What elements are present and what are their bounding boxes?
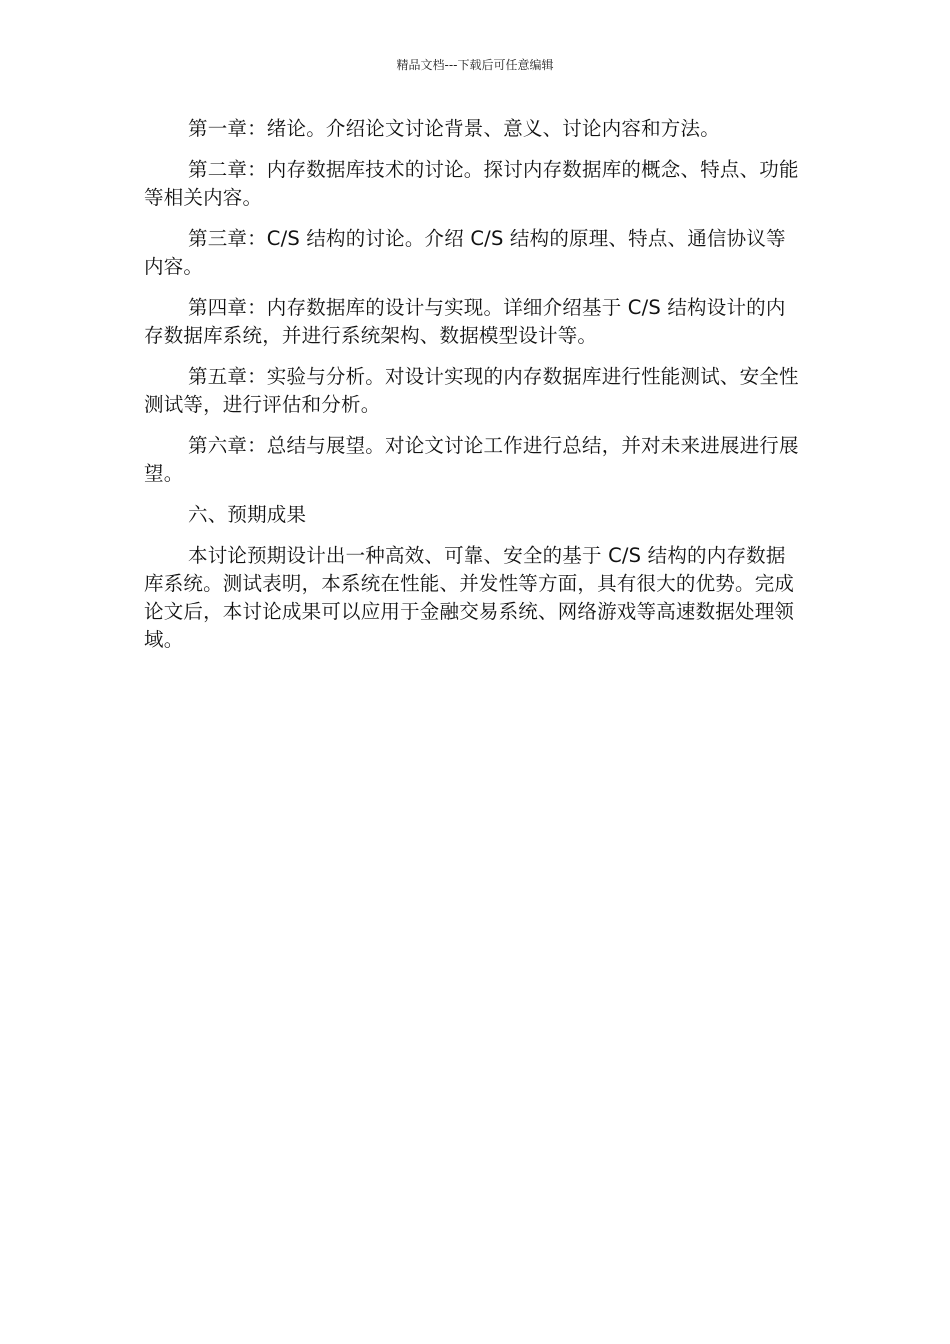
paragraph-chapter-4: 第四章：内存数据库的设计与实现。详细介绍基于 C/S 结构设计的内存数据库系统，并进行系统架构、数据模型设计等。 (144, 296, 786, 347)
page-header: 精品文档---下载后可任意编辑 (396, 58, 554, 72)
paragraph-chapter-3: 第三章：C/S 结构的讨论。介绍 C/S 结构的原理、特点、通信协议等内容。 (144, 227, 786, 278)
paragraph-expected-results: 本讨论预期设计出一种高效、可靠、安全的基于 C/S 结构的内存数据库系统。测试表明，本系统在性能、并发性等方面，具有很大的优势。完成论文后，本讨论成果可以应用于金融交易系统、网络游戏等高速数据处理领域。 (144, 544, 795, 651)
paragraph-chapter-6: 第六章：总结与展望。对论文讨论工作进行总结，并对未来进展进行展望。 (144, 434, 799, 485)
paragraph-chapter-5: 第五章：实验与分析。对设计实现的内存数据库进行性能测试、安全性测试等，进行评估和分析。 (144, 365, 799, 416)
section-heading-expected-results: 六、预期成果 (188, 503, 307, 526)
paragraph-chapter-2: 第二章：内存数据库技术的讨论。探讨内存数据库的概念、特点、功能等相关内容。 (144, 158, 799, 209)
paragraph-chapter-1: 第一章：绪论。介绍论文讨论背景、意义、讨论内容和方法。 (188, 117, 720, 140)
document-body (144, 115, 804, 667)
